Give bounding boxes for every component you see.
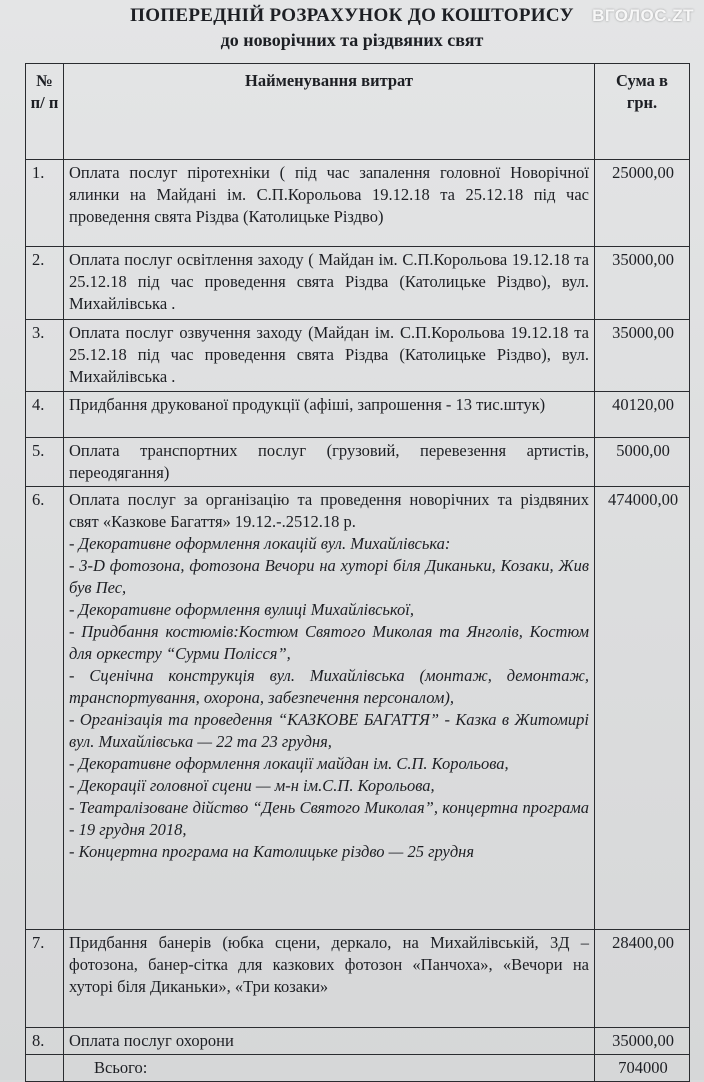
row-num: 4. (26, 392, 64, 438)
subitem: - Театралізоване дійство “День Святого Миколая”, концертна програма - 19 грудня 2018, (69, 798, 589, 839)
table-row (26, 320, 690, 392)
row-sum: 35000,00 (595, 1028, 690, 1055)
row-num: 3. (26, 320, 64, 392)
header-name: Найменування витрат (64, 64, 595, 160)
header-num: № п/ п (26, 64, 64, 160)
row-num: 8. (26, 1028, 64, 1055)
table-row (26, 160, 690, 247)
header-sum: Сума в грн. (595, 64, 690, 160)
row-num: 5. (26, 438, 64, 487)
row-num: 2. (26, 247, 64, 320)
table-row (26, 247, 690, 320)
document-title (0, 4, 704, 52)
table-row (26, 1028, 690, 1055)
row-desc: Оплата послуг озвучення заходу (Майдан ім. С.П.Корольова 19.12.18 та 25.12.18 під час проведення свята Різдва (Католицьке Різдво), вул. Михайлівська . (64, 320, 595, 392)
subitem: - Концертна програма на Католицьке різдво — 25 грудня (69, 842, 475, 861)
subitem: - Декоративне оформлення вулиці Михайлівської, (69, 600, 414, 619)
total-num-cell (26, 1055, 64, 1082)
row-sum: 5000,00 (595, 438, 690, 487)
expense-table (25, 63, 690, 1082)
subitem: - Декорації головної сцени — м-н ім.С.П. Корольова, (69, 776, 435, 795)
subitem: - 3-D фотозона, фотозона Вечори на хуторі біля Диканьки, Козаки, Жив був Пес, (69, 556, 589, 597)
row-sum: 28400,00 (595, 930, 690, 1028)
total-sum: 704000 (595, 1055, 690, 1082)
row-sum: 35000,00 (595, 320, 690, 392)
row-num: 6. (26, 487, 64, 930)
title-line-1: ПОПЕРЕДНІЙ РОЗРАХУНОК ДО КОШТОРИСУ (130, 5, 574, 26)
row-num: 1. (26, 160, 64, 247)
row-desc: Придбання банерів (юбка сцени, деркало, на Михайлівській, 3Д –фотозона, банер-сітка для казкових фотозон «Панчоха», «Вечори на хуторі біля Диканьки», «Три козаки» (64, 930, 595, 1028)
row-desc: Оплата транспортних послуг (грузовий, перевезення артистів, переодягання) (64, 438, 595, 487)
row-desc: Придбання друкованої продукції (афіші, запрошення - 13 тис.штук) (64, 392, 595, 438)
subitem: - Організація та проведення “КАЗКОВЕ БАГАТТЯ” - Казка в Житомирі вул. Михайлівська — 22 та 23 грудня, (69, 710, 589, 751)
table-row (26, 392, 690, 438)
row-sum: 35000,00 (595, 247, 690, 320)
total-row (26, 1055, 690, 1082)
row-desc: Оплата послуг охорони (64, 1028, 595, 1055)
subitem: - Придбання костюмів:Костюм Святого Миколая та Янголів, Костюм для оркестру “Сурми Полісся”, (69, 622, 589, 663)
row-sum: 25000,00 (595, 160, 690, 247)
row-sum: 40120,00 (595, 392, 690, 438)
subitem: - Сценічна конструкція вул. Михайлівська (монтаж, демонтаж, транспортування, охорона, забезпечення персоналом), (69, 666, 589, 707)
row-desc-with-subitems (64, 487, 595, 930)
table-row (26, 487, 690, 930)
table-header-row (26, 64, 690, 160)
row-num: 7. (26, 930, 64, 1028)
watermark-logo: ВГОЛОС.ZT (592, 6, 694, 25)
title-line-2: до новорічних та різдвяних свят (220, 30, 484, 50)
row-desc: Оплата послуг освітлення заходу ( Майдан ім. С.П.Корольова 19.12.18 та 25.12.18 під час проведення свята Різдва (Католицьке Різдво), вул. Михайлівська . (64, 247, 595, 320)
total-label: Всього: (64, 1055, 595, 1082)
subitem: - Декоративне оформлення локацій вул. Михайлівська: (69, 534, 451, 553)
table-row (26, 930, 690, 1028)
subitem: - Декоративне оформлення локації майдан ім. С.П. Корольова, (69, 754, 509, 773)
row-sum: 474000,00 (595, 487, 690, 930)
table-row (26, 438, 690, 487)
row-desc: Оплата послуг піротехніки ( під час запалення головної Новорічної ялинки на Майдані ім. С.П.Корольова 19.12.18 та 25.12.18 під час проведення свята Різдва (Католицьке Різдво) (64, 160, 595, 247)
row-desc: Оплата послуг за організацію та проведення новорічних та різдвяних свят «Казкове Багаття» 19.12.-.2512.18 р. (69, 490, 589, 531)
